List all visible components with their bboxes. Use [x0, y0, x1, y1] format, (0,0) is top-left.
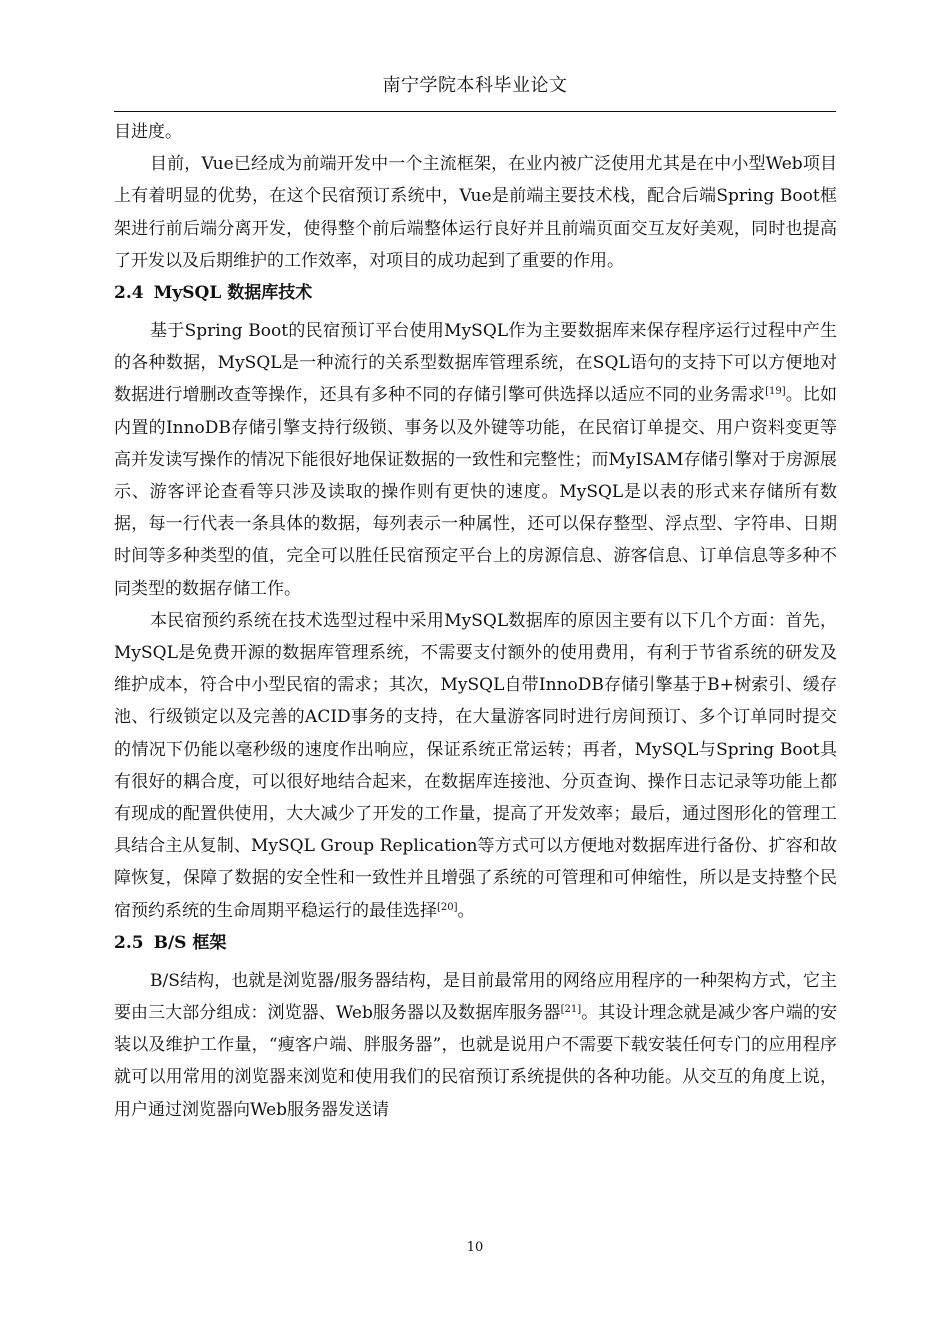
paragraph-text: 本民宿预约系统在技术选型过程中采用MySQL数据库的原因主要有以下几个方面：首先，MySQL是免费开源的数据库管理系统，不需要支付额外的使用费用，有利于节省系统的研发及维护成本，符合中小型民宿的需求；其次，MySQL自带InnoDB存储引擎基于B+树索引、缓存池、行级锁定以及完善的ACID事务的支持，在大量游客同时进行房间预订、多个订单同时提交的情况下仍能以毫秒级的速度作出响应，保证系统正常运转；再者，MySQL与Spring Boot具有很好的耦合度，可以很好地结合起来，在数据库连接池、分页查询、操作日志记录等功能上都有现成的配置供使用，大大减少了开发的工作量，提高了开发效率；最后，通过图形化的管理工具结合主从复制、MySQL Group Replication等方式可以方便地对数据库进行备份、扩容和故障恢复，保障了数据的安全性和一致性并且增强了系统的可管理和可伸缩性，所以是支持整个民宿预约系统的生命周期平稳运行的最佳选择: [114, 610, 837, 921]
paragraph-text: 。其设计理念就是减少客户端的安装以及维护工作量，“瘦客户端、胖服务器”，也就是说用户不需要下载安装任何专门的应用程序就可以用常用的浏览器来浏览和使用我们的民宿预订系统提供的各种功能。从交互的角度上说，用户通过浏览器向Web服务器发送请: [114, 1003, 838, 1120]
header-rule: [114, 111, 836, 112]
section-title: MySQL 数据库技术: [153, 283, 313, 304]
paragraph-mysql-reasons: [114, 605, 837, 927]
paragraph-text: B/S结构，也就是浏览器/服务器结构，是目前最常用的网络应用程序的一种架构方式，它主要由三大部分组成：浏览器、Web服务器以及数据库服务器: [114, 970, 837, 1024]
page-content: [114, 116, 837, 1126]
section-heading-2-4: [114, 277, 837, 309]
paragraph-mysql-intro: [114, 315, 837, 605]
running-header: 南宁学院本科毕业论文: [382, 75, 568, 96]
citation-19: [19]: [765, 386, 786, 398]
paragraph-text: 。: [457, 900, 475, 921]
paragraph-vue: 目前，Vue已经成为前端开发中一个主流框架，在业内被广泛使用尤其是在中小型Web项目上有着明显的优势，在这个民宿预订系统中，Vue是前端主要技术栈，配合后端Spring Boot框架进行前后端分离开发，使得整个前后端整体运行良好并且前端页面交互友好美观，同时也提高了开发以及后期维护的工作效率，对项目的成功起到了重要的作用。: [114, 154, 837, 271]
citation-21: [21]: [560, 1004, 582, 1016]
section-number: 2.5: [114, 932, 144, 953]
paragraph-continued: 目进度。: [114, 122, 182, 142]
section-heading-2-5: [114, 927, 837, 959]
page-number: 10: [466, 1240, 484, 1255]
section-number: 2.4: [114, 283, 144, 304]
paragraph-text: 。比如内置的InnoDB存储引擎支持行级锁、事务以及外键等功能，在民宿订单提交、用户资料变更等高并发读写操作的情况下能很好地保证数据的一致性和完整性；而MyISAM存储引擎对于房源展示、游客评论查看等只涉及读取的操作则有更快的速度。MySQL是以表的形式来存储所有数据，每一行代表一条具体的数据，每列表示一种属性，还可以保存整型、浮点型、字符串、日期时间等多种类型的值，完全可以胜任民宿预定平台上的房源信息、游客信息、订单信息等多种不同类型的数据存储工作。: [114, 385, 838, 599]
paragraph-bs-architecture: [114, 965, 837, 1126]
citation-20: [20]: [437, 901, 458, 913]
paragraph-text: 基于Spring Boot的民宿预订平台使用MySQL作为主要数据库来保存程序运行过程中产生的各种数据，MySQL是一种流行的关系型数据库管理系统，在SQL语句的支持下可以方便地对数据进行增删改查等操作，还具有多种不同的存储引擎可供选择以适应不同的业务需求: [114, 321, 837, 406]
section-title: B/S 框架: [153, 932, 227, 953]
